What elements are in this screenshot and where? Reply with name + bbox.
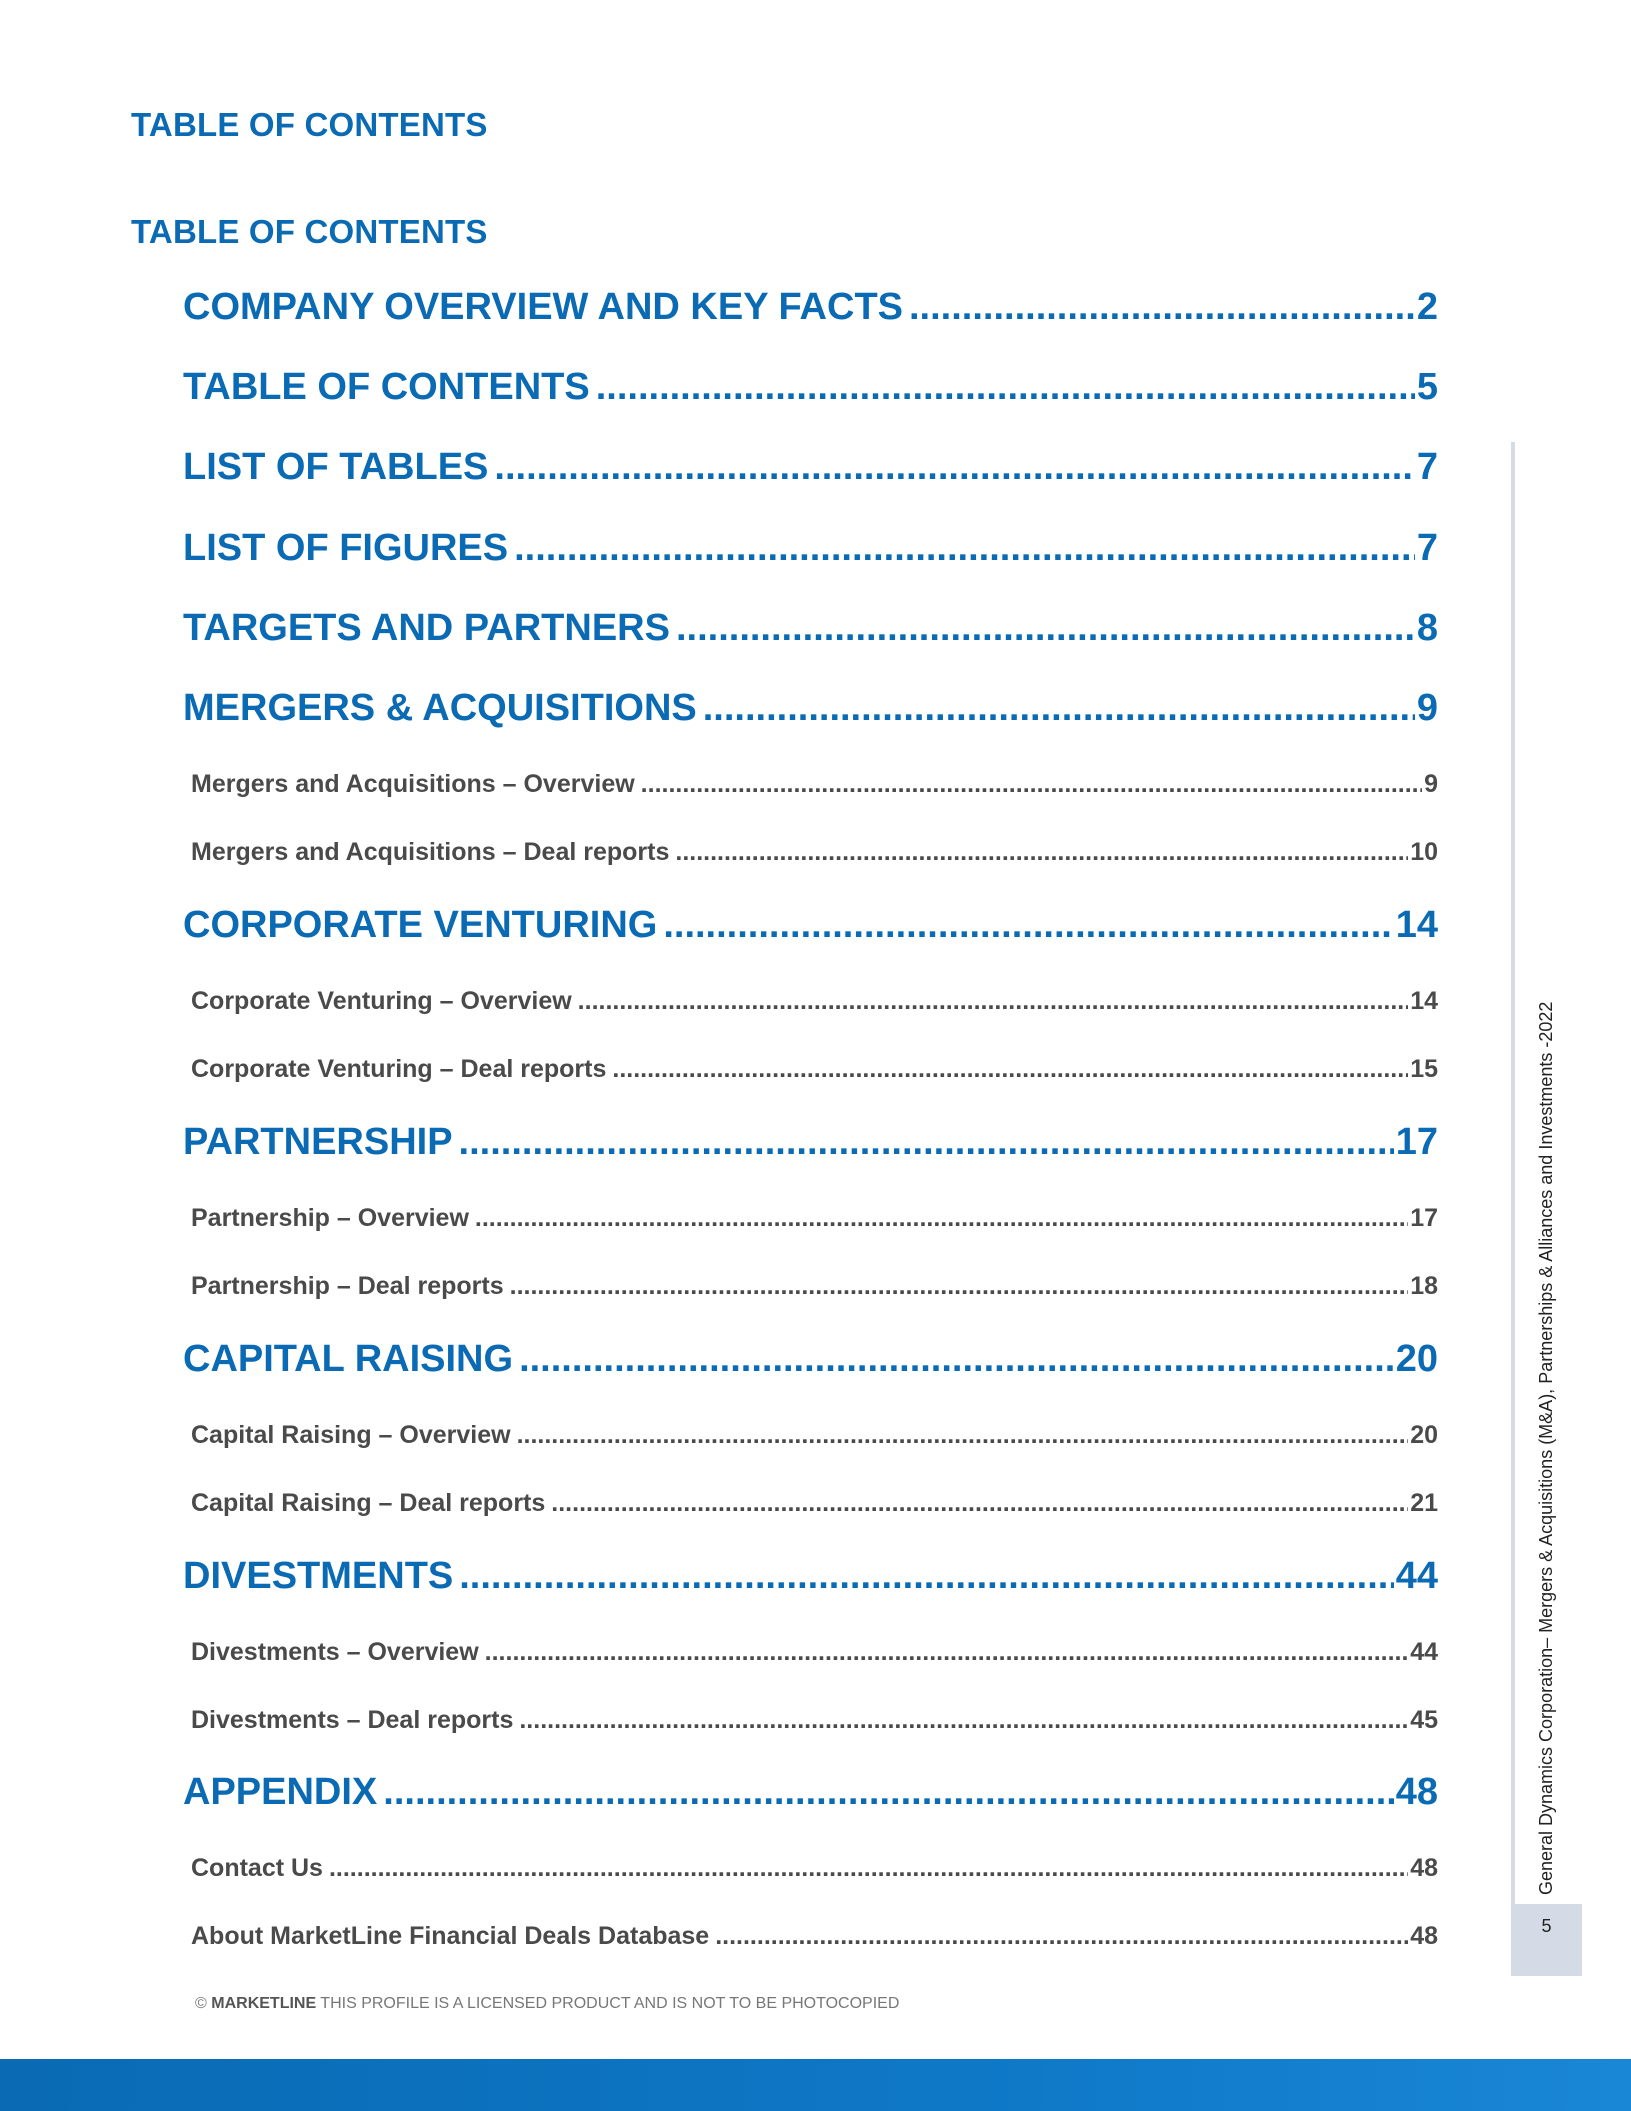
toc-entry-title: PARTNERSHIP — [183, 1121, 453, 1163]
toc-entry[interactable] — [183, 1121, 1438, 1171]
toc-entry[interactable] — [191, 1055, 1438, 1089]
page-heading: TABLE OF CONTENTS — [131, 106, 488, 143]
toc-leader-dots — [578, 987, 1409, 1016]
toc-entry-page: 48 — [1395, 1771, 1438, 1813]
toc-entry-title: DIVESTMENTS — [183, 1555, 454, 1597]
document-title-vertical: General Dynamics Corporation– Mergers & Acquisitions (M&A), Partnerships & Alliances and Investments -2022 — [1536, 1001, 1556, 1895]
toc-leader-dots — [514, 527, 1415, 570]
copyright-symbol: © — [195, 1995, 207, 2012]
toc-entry-title: Capital Raising – Deal reports — [191, 1489, 546, 1517]
toc-leader-dots — [596, 366, 1415, 409]
toc-entry[interactable] — [183, 1338, 1438, 1388]
toc-leader-dots — [676, 607, 1415, 650]
toc-entry-page: 18 — [1410, 1272, 1438, 1300]
toc-entry-page: 14 — [1410, 987, 1438, 1015]
toc-leader-dots — [459, 1555, 1393, 1598]
toc-entry[interactable] — [191, 838, 1438, 872]
toc-entry[interactable] — [183, 607, 1438, 657]
toc-leader-dots — [612, 1055, 1408, 1084]
toc-entry-page: 15 — [1410, 1055, 1438, 1083]
toc-leader-dots — [519, 1338, 1394, 1381]
toc-leader-dots — [703, 687, 1415, 730]
toc-leader-dots — [663, 904, 1393, 947]
toc-entry[interactable] — [191, 1706, 1438, 1740]
page-number-box — [1511, 1904, 1582, 1976]
toc-entry-title: Divestments – Overview — [191, 1638, 479, 1666]
toc-entry-title: Capital Raising – Overview — [191, 1421, 511, 1449]
toc-leader-dots — [459, 1121, 1394, 1164]
toc-entry-page: 45 — [1410, 1706, 1438, 1734]
toc-entry-title: CAPITAL RAISING — [183, 1338, 514, 1380]
toc-entry-title: LIST OF FIGURES — [183, 527, 509, 569]
toc-entry[interactable] — [191, 1489, 1438, 1523]
toc-entry[interactable] — [183, 1555, 1438, 1605]
copyright-notice — [195, 1995, 899, 2013]
toc-leader-dots — [485, 1638, 1409, 1667]
toc-leader-dots — [519, 1706, 1408, 1735]
toc-leader-dots — [329, 1854, 1408, 1883]
toc-entry[interactable] — [191, 770, 1438, 804]
toc-heading: TABLE OF CONTENTS — [131, 213, 488, 250]
toc-entry-page: 7 — [1416, 446, 1438, 488]
toc-entry-page: 20 — [1395, 1338, 1438, 1380]
toc-leader-dots — [551, 1489, 1408, 1518]
toc-entry-page: 48 — [1410, 1854, 1438, 1882]
toc-entry-page: 10 — [1410, 838, 1438, 866]
toc-leader-dots — [494, 446, 1414, 489]
toc-leader-dots — [715, 1922, 1408, 1951]
side-rule — [1511, 442, 1515, 1905]
toc-entry-title: CORPORATE VENTURING — [183, 904, 658, 946]
toc-entry-page: 7 — [1416, 527, 1438, 569]
footer-band — [0, 2059, 1631, 2111]
toc-entry-page: 44 — [1410, 1638, 1438, 1666]
toc-entry-page: 20 — [1410, 1421, 1438, 1449]
toc-entry-page: 21 — [1410, 1489, 1438, 1517]
toc-leader-dots — [383, 1771, 1393, 1814]
toc-entry[interactable] — [191, 1204, 1438, 1238]
toc-entry[interactable] — [191, 987, 1438, 1021]
toc-entry-title: TABLE OF CONTENTS — [183, 366, 590, 408]
toc-entry-title: Mergers and Acquisitions – Deal reports — [191, 838, 670, 866]
toc-entry[interactable] — [191, 1854, 1438, 1888]
page-number: 5 — [1541, 1916, 1552, 1936]
toc-entry-page: 48 — [1410, 1922, 1438, 1950]
toc-entry-title: Contact Us — [191, 1854, 323, 1882]
toc-entry-title: Corporate Venturing – Overview — [191, 987, 572, 1015]
toc-leader-dots — [641, 770, 1422, 799]
toc-entry-title: COMPANY OVERVIEW AND KEY FACTS — [183, 286, 903, 328]
toc-entry-title: APPENDIX — [183, 1771, 378, 1813]
toc-entry-page: 44 — [1395, 1555, 1438, 1597]
toc-entry-title: Partnership – Deal reports — [191, 1272, 504, 1300]
toc-entry-page: 9 — [1416, 687, 1438, 729]
toc-entry[interactable] — [191, 1922, 1438, 1956]
toc-entry[interactable] — [191, 1421, 1438, 1455]
toc-entry[interactable] — [183, 286, 1438, 336]
toc-leader-dots — [675, 838, 1408, 867]
toc-entry-title: MERGERS & ACQUISITIONS — [183, 687, 697, 729]
footer-notice: THIS PROFILE IS A LICENSED PRODUCT AND IS NOT TO BE PHOTOCOPIED — [320, 1995, 900, 2012]
toc-entry-page: 2 — [1416, 286, 1438, 328]
toc-entry-title: Divestments – Deal reports — [191, 1706, 514, 1734]
toc-entry-title: TARGETS AND PARTNERS — [183, 607, 670, 649]
toc-entry-page: 8 — [1416, 607, 1438, 649]
toc-entry[interactable] — [191, 1638, 1438, 1672]
toc-entry-title: Partnership – Overview — [191, 1204, 469, 1232]
toc-entry[interactable] — [183, 904, 1438, 954]
toc-entry[interactable] — [191, 1272, 1438, 1306]
toc-leader-dots — [475, 1204, 1408, 1233]
toc-leader-dots — [517, 1421, 1409, 1450]
toc-entry[interactable] — [183, 527, 1438, 577]
toc-entry-title: Corporate Venturing – Deal reports — [191, 1055, 607, 1083]
toc-entry[interactable] — [183, 687, 1438, 737]
toc-entry[interactable] — [183, 1771, 1438, 1821]
toc-entry-page: 17 — [1395, 1121, 1438, 1163]
toc-entry-title: LIST OF TABLES — [183, 446, 489, 488]
toc-entry-page: 17 — [1410, 1204, 1438, 1232]
footer-brand: MARKETLINE — [211, 1995, 317, 2012]
toc-leader-dots — [909, 286, 1415, 329]
toc-entry-page: 14 — [1395, 904, 1438, 946]
toc-entry-title: About MarketLine Financial Deals Database — [191, 1922, 710, 1950]
toc-entry-title: Mergers and Acquisitions – Overview — [191, 770, 635, 798]
toc-entry-page: 9 — [1424, 770, 1438, 798]
toc-leader-dots — [510, 1272, 1409, 1301]
toc-entry-page: 5 — [1416, 366, 1438, 408]
toc-entry[interactable] — [183, 366, 1438, 416]
toc-entry[interactable] — [183, 446, 1438, 496]
